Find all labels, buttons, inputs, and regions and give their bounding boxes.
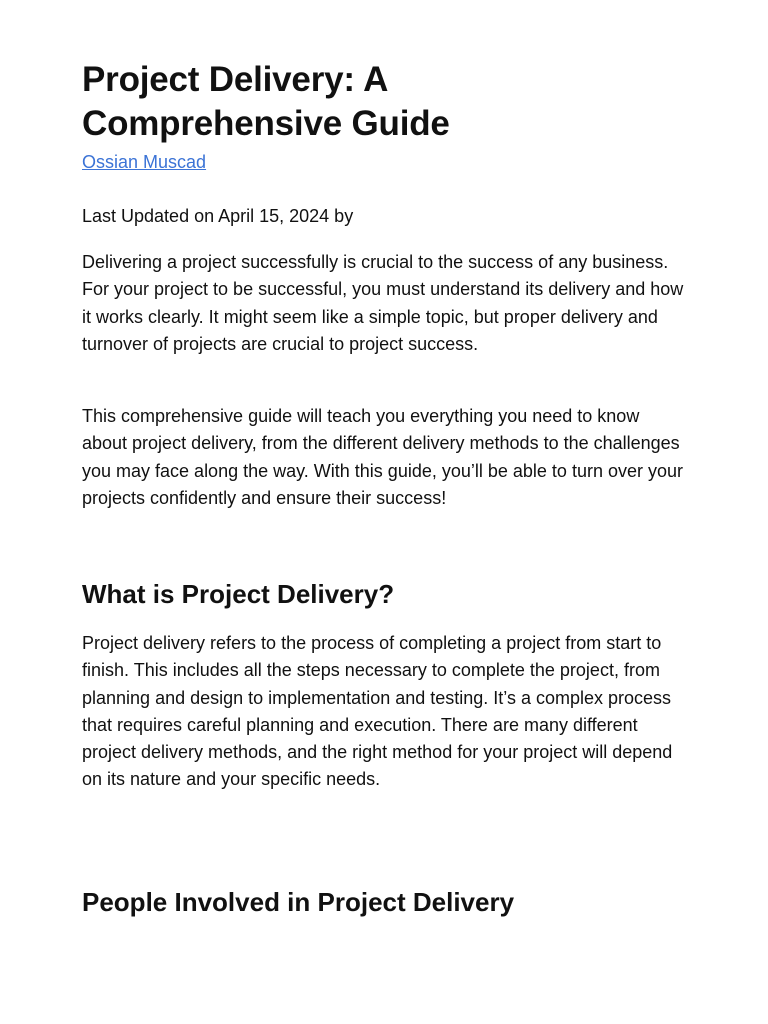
section-heading-what-is-project-delivery: What is Project Delivery? (82, 579, 395, 609)
section-heading-people-involved: People Involved in Project Delivery (82, 887, 515, 917)
article-title: Project Delivery: A Comprehensive Guide (82, 60, 450, 143)
author-link[interactable]: Ossian Muscad (82, 152, 207, 172)
last-updated-text: Last Updated on April 15, 2024 by (82, 206, 354, 226)
section-paragraph-what-is-project-delivery: Project delivery refers to the process of completing a project from start to finish. This includes all the steps necessary to complete the project, from planning and design to implementation and testing. It’s a complex process that requires careful planning and execution. There are many different project delivery methods, and the right method for your project will depend on its nature and your specific needs. (82, 633, 673, 790)
intro-paragraph-1: Delivering a project successfully is crucial to the success of any business. For your project to be successful, you must understand its delivery and how it works clearly. It might seem like a simple topic, but proper delivery and turnover of projects are crucial to project success. (82, 252, 684, 354)
intro-paragraph-2: This comprehensive guide will teach you everything you need to know about project delivery, from the different delivery methods to the challenges you may face along the way. With this guide, you’ll be able to turn over your projects confidently and ensure their success! (82, 406, 683, 508)
